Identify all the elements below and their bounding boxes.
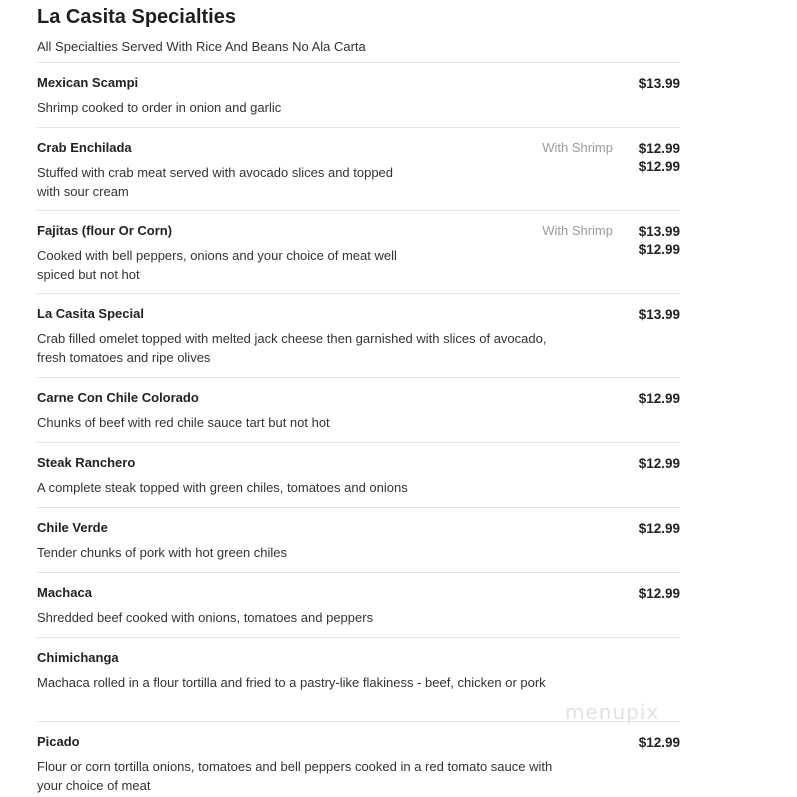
item-variant-note: With Shrimp <box>542 223 613 238</box>
item-description: Chunks of beef with red chile sauce tart but not hot <box>37 415 330 430</box>
menu-item-crab-enchilada <box>37 127 680 211</box>
item-description: Machaca rolled in a flour tortilla and fried to a pastry-like flakiness - beef, chicken or pork <box>37 675 546 690</box>
menu-item-fajitas <box>37 210 680 294</box>
menu-item-chile-verde <box>37 507 680 573</box>
item-description: Flour or corn tortilla onions, tomatoes and bell peppers cooked in a red tomato sauce with your choice of meat <box>37 759 553 793</box>
menu-item-picado <box>37 721 680 797</box>
item-price <box>639 306 680 324</box>
item-name: Chile Verde <box>37 520 108 535</box>
item-name: Machaca <box>37 585 92 600</box>
price: $12.99 <box>638 391 680 406</box>
price: $12.99 <box>638 586 680 601</box>
item-name: Chimichanga <box>37 650 119 665</box>
item-description: Cooked with bell peppers, onions and your choice of meat well spiced but not hot <box>37 248 397 282</box>
price: $12.99 <box>638 735 680 750</box>
watermark-logo: menupix <box>565 700 660 724</box>
price: $12.99 <box>638 242 680 257</box>
menu-item-la-casita-special <box>37 293 680 378</box>
price: $12.99 <box>638 159 680 174</box>
item-name: Fajitas (flour Or Corn) <box>37 223 173 238</box>
menu-item-steak-ranchero <box>37 442 680 508</box>
price: $12.99 <box>638 521 680 536</box>
item-price <box>639 455 680 473</box>
item-description: Shredded beef cooked with onions, tomatoes and peppers <box>37 610 374 625</box>
price: $12.99 <box>638 456 680 471</box>
price: $13.99 <box>638 307 680 322</box>
item-name: La Casita Special <box>37 306 144 321</box>
item-name: Mexican Scampi <box>37 75 139 90</box>
item-variant-note: With Shrimp <box>542 140 613 155</box>
item-price <box>639 734 680 752</box>
price: $13.99 <box>638 224 680 239</box>
item-price <box>639 520 680 538</box>
item-description: Shrimp cooked to order in onion and garlic <box>37 100 282 115</box>
item-description: Tender chunks of pork with hot green chiles <box>37 545 288 560</box>
section-title: La Casita Specialties <box>37 6 236 28</box>
menu-item-carne-con-chile-colorado <box>37 377 680 443</box>
item-description: Stuffed with crab meat served with avocado slices and topped with sour cream <box>37 165 394 199</box>
menu-item-machaca <box>37 572 680 638</box>
item-name: Picado <box>37 734 80 749</box>
item-price <box>639 223 680 259</box>
item-price <box>639 75 680 93</box>
item-price <box>639 585 680 603</box>
item-description: Crab filled omelet topped with melted jack cheese then garnished with slices of avocado, fresh tomatoes and ripe olives <box>37 331 547 365</box>
section-subtitle: All Specialties Served With Rice And Beans No Ala Carta <box>37 39 366 54</box>
price: $12.99 <box>638 141 680 156</box>
item-name: Steak Ranchero <box>37 455 136 470</box>
item-name: Crab Enchilada <box>37 140 132 155</box>
item-name: Carne Con Chile Colorado <box>37 390 199 405</box>
price: $13.99 <box>638 76 680 91</box>
menu-item-mexican-scampi <box>37 62 680 128</box>
item-price <box>639 390 680 408</box>
item-price <box>639 140 680 176</box>
item-description: A complete steak topped with green chiles, tomatoes and onions <box>37 480 408 495</box>
